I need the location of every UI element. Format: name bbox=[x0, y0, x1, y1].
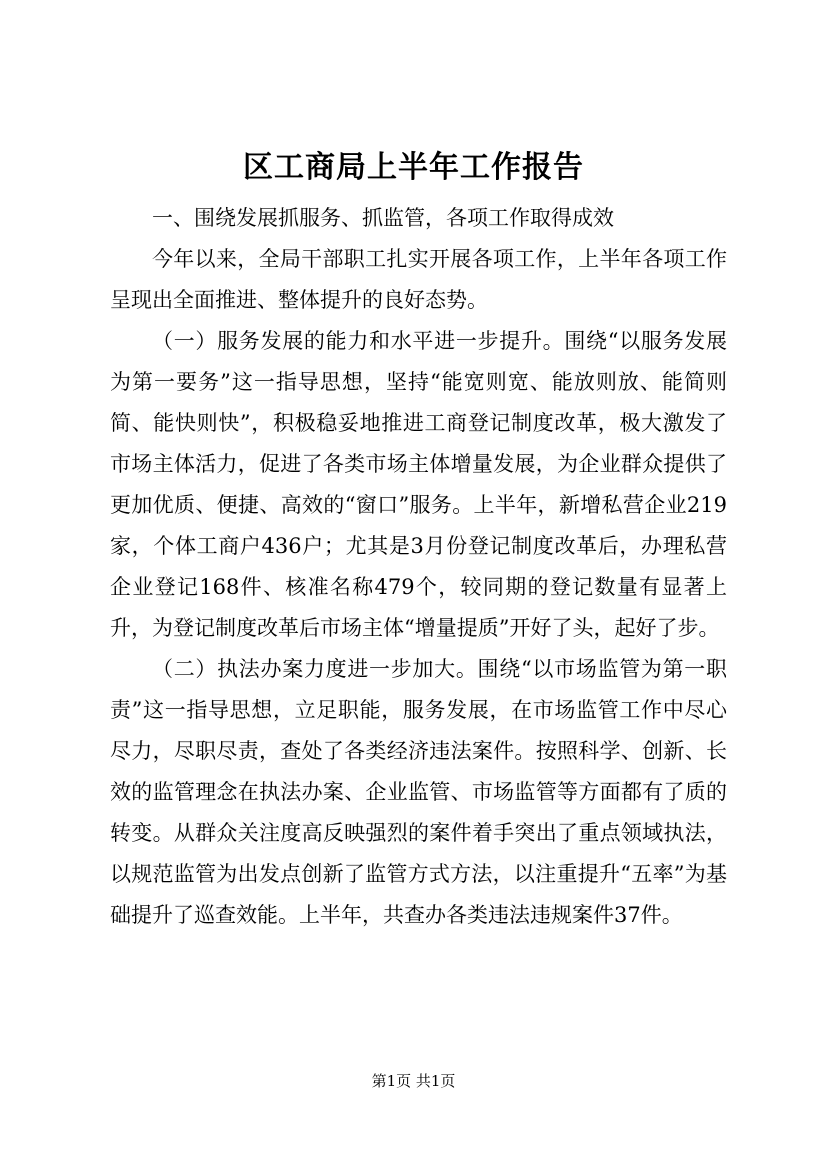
service-paragraph: （一）服务发展的能力和水平进一步提升。围绕“以服务发展为第一要务”这一指导思想，坚持“能宽则宽、能放则放、能简则简、能快则快”，积极稳妥地推进工商登记制度改革，极大激发了市场主体活力，促进了各类市场主体增量发展，为企业群众提供了更加优质、便捷、高效的“窗口”服务。上半年，新增私营企业219家，个体工商户436户；尤其是3月份登记制度改革后，办理私营企业登记168件、核准名称479个，较同期的登记数量有显著上升，为登记制度改革后市场主体“增量提质”开好了头，起好了步。 bbox=[110, 329, 727, 640]
page-footer: 第1页 共1页 bbox=[371, 1072, 456, 1090]
document-body bbox=[110, 198, 727, 936]
intro-paragraph: 今年以来，全局干部职工扎实开展各项工作，上半年各项工作呈现出全面推进、整体提升的良好态势。 bbox=[110, 247, 727, 312]
enforcement-paragraph: （二）执法办案力度进一步加大。围绕“以市场监管为第一职责”这一指导思想，立足职能，服务发展，在市场监管工作中尽心尽力，尽职尽责，查处了各类经济违法案件。按照科学、创新、长效的监管理念在执法办案、企业监管、市场监管等方面都有了质的转变。从群众关注度高反映强烈的案件着手突出了重点领域执法，以规范监管为出发点创新了监管方式方法，以注重提升“五率”为基础提升了巡查效能。上半年，共查办各类违法违规案件37件。 bbox=[110, 657, 727, 927]
document-title: 区工商局上半年工作报告 bbox=[243, 150, 584, 185]
section-heading: 一、围绕发展抓服务、抓监管，各项工作取得成效 bbox=[152, 206, 614, 230]
